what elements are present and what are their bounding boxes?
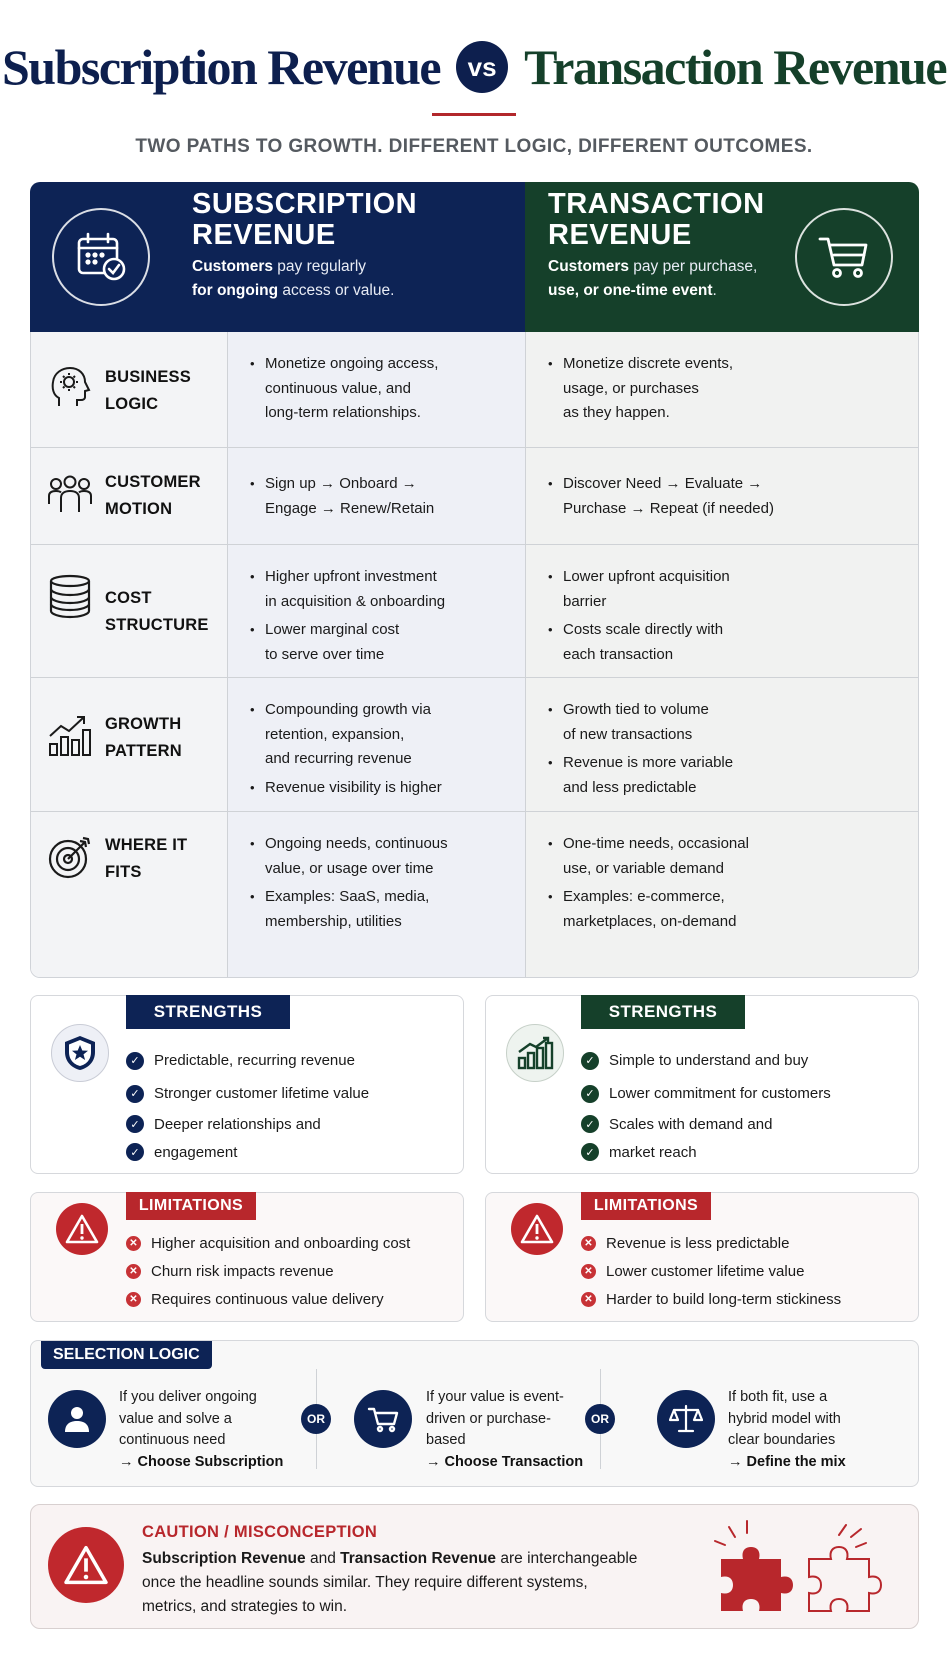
check-icon: ✓ xyxy=(126,1085,144,1103)
limitations-list xyxy=(581,1229,841,1313)
coin-stack-icon xyxy=(47,573,93,619)
list-item: • One-time needs, occasional use, or variable demand xyxy=(548,832,749,881)
cart-icon xyxy=(354,1390,412,1448)
subscription-cell xyxy=(250,565,445,671)
caution-text: Subscription Revenue and Transaction Revenue are interchangeable once the headline sounds similar. They require different systems, metrics, and strategies to win. xyxy=(142,1550,638,1615)
calendar-check-icon xyxy=(52,208,150,306)
check-icon: ✓ xyxy=(126,1115,144,1133)
caution-title: CAUTION / MISCONCEPTION xyxy=(142,1523,378,1541)
strengths-list xyxy=(126,1044,369,1166)
warning-icon xyxy=(48,1527,124,1603)
subscription-title: SUBSCRIPTION REVENUE xyxy=(192,188,418,251)
list-item: ✕ Lower customer lifetime value xyxy=(581,1257,841,1285)
table-row xyxy=(31,332,919,448)
list-item: • Discover Need → Evaluate → Purchase → Repeat (if needed) xyxy=(548,472,774,521)
check-icon: ✓ xyxy=(581,1052,599,1070)
list-item: ✓ Lower commitment for customers xyxy=(581,1077,831,1110)
title-transaction: Transaction Revenue xyxy=(524,39,947,95)
people-group-icon xyxy=(47,472,93,518)
list-item: ✓ Predictable, recurring revenue xyxy=(126,1044,369,1077)
x-icon: ✕ xyxy=(581,1236,596,1251)
list-item: • Revenue is more variable and less predictable xyxy=(548,751,733,800)
list-item: • Higher upfront investment in acquisition & onboarding xyxy=(250,565,445,614)
limitations-list xyxy=(126,1229,410,1313)
transaction-cell xyxy=(548,565,730,671)
table-row xyxy=(31,545,919,678)
title-divider xyxy=(432,113,516,116)
table-row xyxy=(31,678,919,812)
list-item: ✕ Churn risk impacts revenue xyxy=(126,1257,410,1285)
list-item: • Sign up → Onboard → Engage → Renew/Retain xyxy=(250,472,434,521)
subscription-cell xyxy=(250,352,438,430)
growth-chart-icon xyxy=(47,712,93,758)
row-label: WHERE IT FITS xyxy=(105,836,188,881)
check-icon: ✓ xyxy=(581,1115,599,1133)
transaction-header xyxy=(525,182,919,332)
selection-logic-panel xyxy=(30,1340,919,1487)
list-item: • Lower upfront acquisition barrier xyxy=(548,565,730,614)
strengths-tag: STRENGTHS xyxy=(581,995,745,1029)
list-item: ✓ Scales with demand and xyxy=(581,1110,831,1138)
title-subscription: Subscription Revenue xyxy=(1,39,441,95)
or-badge: OR xyxy=(301,1404,331,1434)
list-item: ✕ Higher acquisition and onboarding cost xyxy=(126,1229,410,1257)
warning-icon xyxy=(56,1203,108,1255)
list-item: ✓ Simple to understand and buy xyxy=(581,1044,831,1077)
row-label: GROWTH PATTERN xyxy=(105,715,182,760)
shield-star-icon xyxy=(51,1024,109,1082)
list-item: ✕ Revenue is less predictable xyxy=(581,1229,841,1257)
list-item: ✕ Harder to build long-term stickiness xyxy=(581,1285,841,1313)
subscription-limitations-card xyxy=(30,1192,464,1322)
row-label: CUSTOMER MOTION xyxy=(105,473,201,518)
or-badge: OR xyxy=(585,1404,615,1434)
tagline: TWO PATHS TO GROWTH. DIFFERENT LOGIC, DIFFERENT OUTCOMES. xyxy=(135,136,813,157)
list-item: • Examples: e-commerce, marketplaces, on-demand xyxy=(548,885,749,934)
transaction-cell xyxy=(548,472,774,525)
person-icon xyxy=(48,1390,106,1448)
selection-option-transaction: If your value is event- driven or purchase- based → Choose Transaction xyxy=(426,1389,584,1470)
check-icon: ✓ xyxy=(581,1085,599,1103)
transaction-title: TRANSACTION REVENUE xyxy=(548,188,765,251)
table-row xyxy=(31,448,919,545)
list-item: • Examples: SaaS, media, membership, utilities xyxy=(250,885,448,934)
check-icon: ✓ xyxy=(581,1143,599,1161)
subscription-header xyxy=(30,182,525,332)
subscription-cell xyxy=(250,472,434,525)
selection-option-subscription: If you deliver ongoing value and solve a continuous need → Choose Subscription xyxy=(119,1389,284,1470)
page-title xyxy=(0,32,948,102)
puzzle-pieces-icon xyxy=(711,1519,901,1619)
list-item: • Monetize discrete events, usage, or purchases as they happen. xyxy=(548,352,733,426)
list-item: ✓ market reach xyxy=(581,1138,831,1166)
x-icon: ✕ xyxy=(581,1292,596,1307)
list-item: ✓ engagement xyxy=(126,1138,369,1166)
transaction-limitations-card xyxy=(485,1192,919,1322)
limitations-tag: LIMITATIONS xyxy=(581,1192,711,1220)
list-item: • Monetize ongoing access, continuous value, and long-term relationships. xyxy=(250,352,438,426)
row-label: COST STRUCTURE xyxy=(105,589,209,634)
x-icon: ✕ xyxy=(581,1264,596,1279)
subscription-description: Customers pay regularly for ongoing access or value. xyxy=(192,258,395,299)
transaction-strengths-card xyxy=(485,995,919,1174)
list-item: ✓ Stronger customer lifetime value xyxy=(126,1077,369,1110)
strengths-list xyxy=(581,1044,831,1166)
check-icon: ✓ xyxy=(126,1052,144,1070)
list-item: ✓ Deeper relationships and xyxy=(126,1110,369,1138)
transaction-cell xyxy=(548,698,733,804)
head-gear-icon xyxy=(47,364,93,410)
growth-bars-icon xyxy=(506,1024,564,1082)
caution-panel xyxy=(30,1504,919,1629)
subscription-cell xyxy=(250,832,448,938)
vs-badge: vs xyxy=(456,41,508,93)
selection-logic-tag: SELECTION LOGIC xyxy=(41,1341,212,1369)
list-item: • Revenue visibility is higher xyxy=(250,776,442,801)
x-icon: ✕ xyxy=(126,1264,141,1279)
list-item: • Lower marginal cost to serve over time xyxy=(250,618,445,667)
strengths-tag: STRENGTHS xyxy=(126,995,290,1029)
selection-option-hybrid: If both fit, use a hybrid model with clear boundaries → Define the mix xyxy=(728,1389,846,1470)
transaction-description: Customers pay per purchase, use, or one-time event. xyxy=(548,258,758,299)
check-icon: ✓ xyxy=(126,1143,144,1161)
x-icon: ✕ xyxy=(126,1292,141,1307)
transaction-cell xyxy=(548,352,733,430)
target-icon xyxy=(47,834,93,880)
x-icon: ✕ xyxy=(126,1236,141,1251)
list-item: • Growth tied to volume of new transactions xyxy=(548,698,733,747)
comparison-table xyxy=(30,332,919,978)
warning-icon xyxy=(511,1203,563,1255)
transaction-cell xyxy=(548,832,749,938)
table-row xyxy=(31,812,919,978)
row-label: BUSINESS LOGIC xyxy=(105,368,191,413)
scale-icon xyxy=(657,1390,715,1448)
list-item: • Compounding growth via retention, expansion, and recurring revenue xyxy=(250,698,442,772)
shopping-cart-icon xyxy=(795,208,893,306)
subscription-strengths-card xyxy=(30,995,464,1174)
list-item: • Costs scale directly with each transaction xyxy=(548,618,730,667)
list-item: ✕ Requires continuous value delivery xyxy=(126,1285,410,1313)
subscription-cell xyxy=(250,698,442,804)
limitations-tag: LIMITATIONS xyxy=(126,1192,256,1220)
list-item: • Ongoing needs, continuous value, or usage over time xyxy=(250,832,448,881)
